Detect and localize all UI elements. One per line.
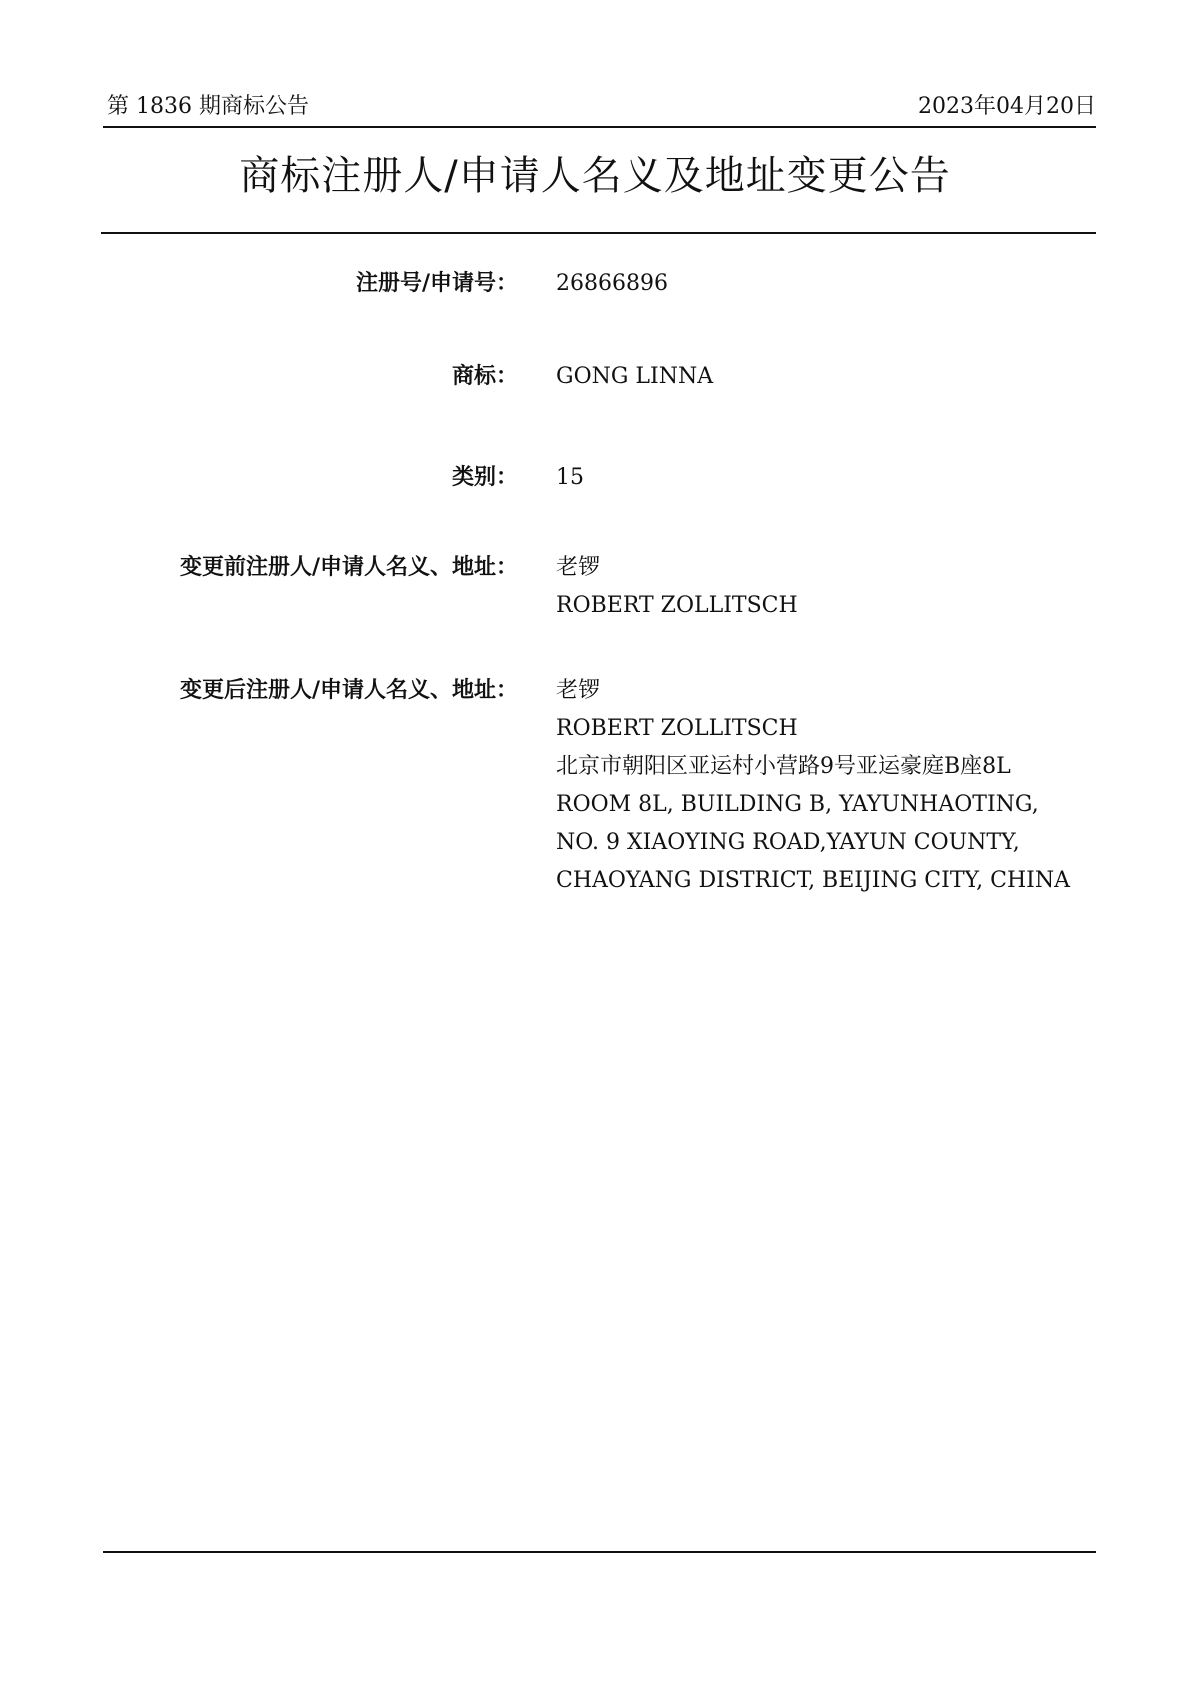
publication-date: 2023年04月20日 [918,94,1096,119]
value-line: NO. 9 XIAOYING ROAD,YAYUN COUNTY, [556,830,1020,855]
value-line: 老锣 [556,678,601,703]
registration-number-value [556,265,668,303]
class-label: 类别： [451,465,518,490]
after-change-label: 变更后注册人/申请人名义、地址： [179,678,518,703]
title-divider [101,232,1096,234]
footer-divider [103,1551,1096,1553]
trademark-value [556,358,713,396]
after-change-value [556,672,1070,900]
value-line: CHAOYANG DISTRICT, BEIJING CITY, CHINA [556,868,1071,893]
header-divider [103,126,1096,128]
value-line: ROOM 8L, BUILDING B, YAYUNHAOTING, [556,792,1039,817]
page-title: 商标注册人/申请人名义及地址变更公告 [239,153,951,199]
value-line: GONG LINNA [556,364,714,389]
value-line: 老锣 [556,555,601,580]
class-value [556,459,584,497]
before-change-label: 变更前注册人/申请人名义、地址： [179,555,518,580]
value-line: 15 [556,465,584,490]
before-change-value [556,549,798,625]
value-line: ROBERT ZOLLITSCH [556,593,798,618]
registration-number-label: 注册号/申请号： [355,271,518,296]
value-line: 26866896 [556,271,668,296]
issue-number: 第 1836 期商标公告 [107,94,309,119]
value-line: ROBERT ZOLLITSCH [556,716,798,741]
value-line: 北京市朝阳区亚运村小营路9号亚运豪庭B座8L [556,754,1011,779]
trademark-label: 商标： [451,364,518,389]
